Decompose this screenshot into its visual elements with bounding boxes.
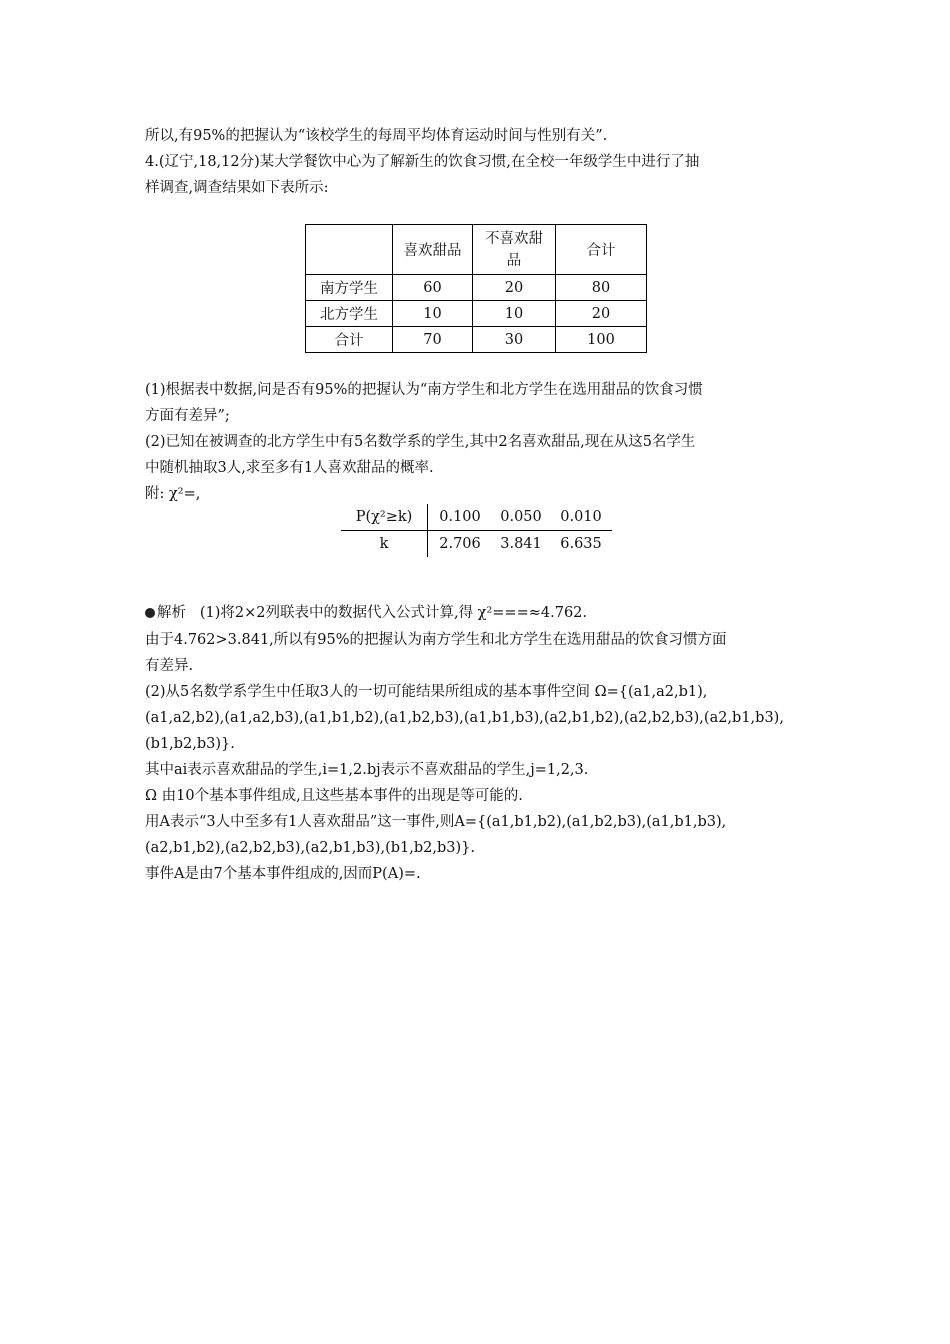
table-cell: 2.706 (439, 536, 481, 552)
problem-4-line-1: 4.(辽宁,18,12分)某大学餐饮中心为了解新生的饮食习惯,在全校一年级学生中进行了抽 (145, 154, 700, 170)
problem-4-line-2: 样调查,调查结果如下表所示: (145, 180, 329, 196)
solution-line-2: 由于4.762>3.841,所以有95%的把握认为南方学生和北方学生在选用甜品的饮食习惯方面 (145, 632, 727, 648)
chi-square-table (341, 504, 612, 557)
table-cell: 合计 (306, 327, 393, 353)
table-header-cell (306, 225, 393, 275)
solution-line-5: (a1,a2,b2),(a1,a2,b3),(a1,b1,b2),(a1,b2,b3),(a1,b1,b3),(a2,b1,b2),(a2,b2,b3),(a2,b1,b3), (145, 710, 784, 726)
table-cell: 3.841 (500, 536, 542, 552)
table-cell: 6.635 (560, 536, 602, 552)
table-cell: 0.010 (560, 509, 602, 525)
table-cell: 80 (556, 275, 647, 301)
table-header-cell: 合计 (556, 225, 647, 275)
question-1-line-2: 方面有差异”; (145, 408, 230, 424)
solution-line-1 (145, 603, 587, 623)
table-cell: 南方学生 (306, 275, 393, 301)
solution-line-11: 事件A是由7个基本事件组成的,因而P(A)=. (145, 866, 421, 882)
table-row (306, 327, 647, 353)
table-cell: 100 (556, 327, 647, 353)
table-row (306, 275, 647, 301)
table-cell: 30 (473, 327, 556, 353)
table-row (306, 301, 647, 327)
solution-line-9: 用A表示“3人中至多有1人喜欢甜品”这一事件,则A={(a1,b1,b2),(a1,b2,b3),(a1,b1,b3), (145, 814, 727, 830)
table-header-cell: 喜欢甜品 (393, 225, 473, 275)
table-cell: 70 (393, 327, 473, 353)
solution-bullet-icon (145, 608, 155, 618)
table-cell: 0.100 (439, 509, 481, 525)
solution-text: (1)将2×2列联表中的数据代入公式计算,得 χ²===≈4.762. (199, 605, 588, 621)
table-header-cell: 不喜欢甜品 (473, 225, 556, 275)
question-2-line-2: 中随机抽取3人,求至多有1人喜欢甜品的概率. (145, 460, 434, 476)
table-cell: P(χ²≥k) (341, 504, 428, 531)
table-cell: 20 (473, 275, 556, 301)
appendix-formula: 附: χ²=, (145, 486, 201, 502)
solution-line-3: 有差异. (145, 658, 194, 674)
solution-line-8: Ω 由10个基本事件组成,且这些基本事件的出现是等可能的. (145, 788, 523, 804)
table-cell: 0.050 (500, 509, 542, 525)
solution-label: 解析 (157, 605, 186, 621)
question-1-line-1: (1)根据表中数据,问是否有95%的把握认为“南方学生和北方学生在选用甜品的饮食习惯 (145, 382, 703, 398)
table-cell: 10 (473, 301, 556, 327)
solution-line-4: (2)从5名数学系学生中任取3人的一切可能结果所组成的基本事件空间 Ω={(a1,a2,b1), (145, 684, 708, 700)
survey-table (305, 224, 647, 353)
table-cell: k (341, 531, 428, 558)
table-cell: 10 (393, 301, 473, 327)
question-2-line-1: (2)已知在被调查的北方学生中有5名数学系的学生,其中2名喜欢甜品,现在从这5名学生 (145, 434, 696, 450)
text-line: 所以,有95%的把握认为“该校学生的每周平均体育运动时间与性别有关”. (145, 128, 608, 144)
table-cell: 60 (393, 275, 473, 301)
solution-line-7: 其中ai表示喜欢甜品的学生,i=1,2.bj表示不喜欢甜品的学生,j=1,2,3. (145, 762, 589, 778)
table-cell: 北方学生 (306, 301, 393, 327)
solution-line-10: (a2,b1,b2),(a2,b2,b3),(a2,b1,b3),(b1,b2,b3)}. (145, 840, 475, 856)
solution-line-6: (b1,b2,b3)}. (145, 736, 235, 752)
table-cell: 20 (556, 301, 647, 327)
